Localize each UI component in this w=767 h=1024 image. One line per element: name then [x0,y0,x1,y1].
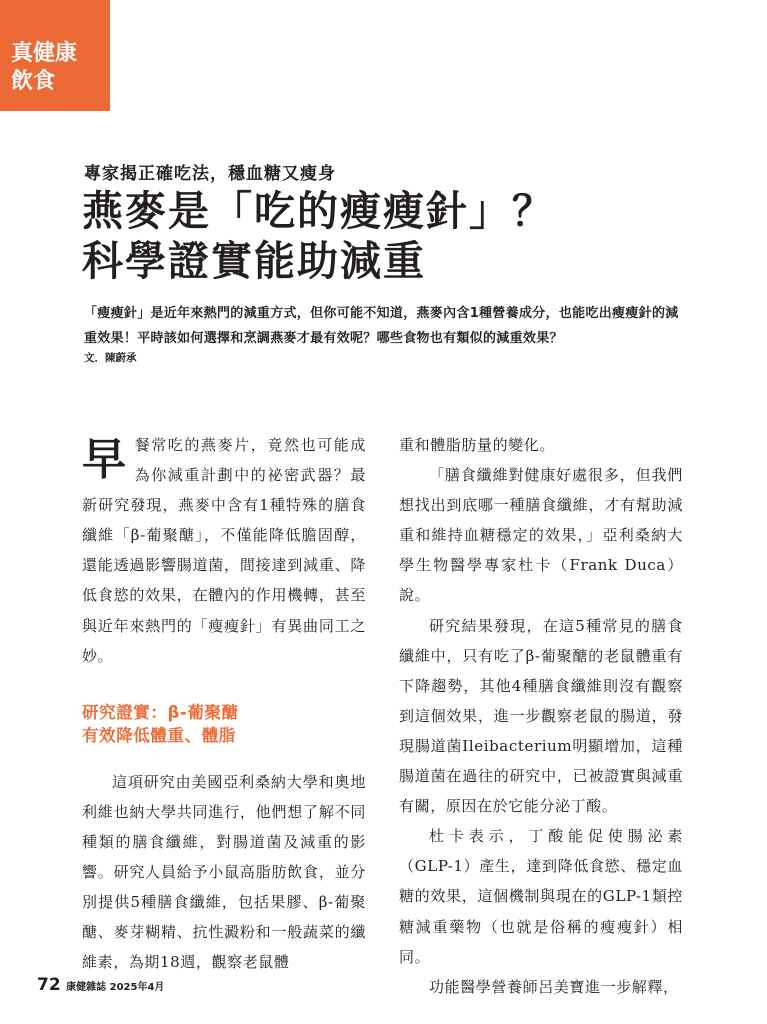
paragraph: 重和體脂肪量的變化。 [399,436,556,454]
paragraph: 功能醫學營養師呂美寶進一步解釋， [429,977,679,996]
paragraph-text: 餐常吃的燕麥片，竟然也可能成為你減重計劃中的祕密武器？最新研究發現，燕麥中含有1種特殊的膳食纖維「β-葡聚醣」，不僅能降低膽固醇，還能透過影響腸道菌，間接達到減重、降低食慾的效果，在體內的作用機轉，甚至與近年來熱門的「瘦瘦針」有異曲同工之妙。 [82,436,366,665]
paragraph: 研究結果發現，在這5種常見的膳食纖維中，只有吃了β-葡聚醣的老鼠體重有下降趨勢，其他4種膳食纖維則沒有觀察到這個效果，進一步觀察老鼠的腸道，發現腸道菌Ileibacterium明顯增加，這種腸道菌在過往的研究中，已被證實與減重有關，原因在於它能分泌丁酸。 [399,616,683,816]
paragraph: 這項研究由美國亞利桑納大學和奧地利維也納大學共同進行，他們想了解不同種類的膳食纖維，對腸道菌及減重的影響。研究人員給予小鼠高脂肪飲食，並分別提供5種膳食纖維，包括果膠、β-葡聚醣、麥芽糊精、抗性澱粉和一般蔬菜的纖維素，為期18週，觀察老鼠體 [82,772,366,972]
publication-info: 康健雜誌 2025年4月 [66,982,165,993]
right-column [399,430,683,1002]
section-tag-label: 真健康 飲食 [11,41,78,94]
left-column [82,430,366,977]
headline-line-2: 科學證實能助減重 [82,237,426,285]
drop-cap: 早 [82,434,127,485]
headline-line-1: 燕麥是「吃的瘦瘦針」？ [82,187,555,235]
standfirst: 「瘦瘦針」是近年來熱門的減重方式，但你可能不知道，燕麥內含1種營養成分，也能吃出瘦瘦針的減重效果！平時該如何選擇和烹調燕麥才最有效呢？哪些食物也有類似的減重效果？ [84,306,679,346]
paragraph: 杜卡表示，丁酸能促使腸泌素（GLP-1）產生，達到降低食慾、穩定血糖的效果，這個機制與現在的GLP-1類控糖減重藥物（也就是俗稱的瘦瘦針）相同。 [399,827,683,966]
page-footer [37,975,164,995]
paragraph [82,430,366,671]
paragraph: 「膳食纖維對健康好處很多，但我們想找出到底哪一種膳食纖維，才有幫助減重和維持血糖穩定的效果，」亞利桑納大學生物醫學專家杜卡（Frank Duca）說。 [399,466,683,605]
headline [82,186,555,286]
byline: 文．陳蔚承 [84,352,137,364]
page-number: 72 [37,975,61,995]
kicker: 專家揭正確吃法，穩血糖又瘦身 [84,164,336,184]
subheading: 研究證實：β-葡聚醣 有效降低體重、體脂 [82,702,239,745]
section-tag [0,0,110,111]
